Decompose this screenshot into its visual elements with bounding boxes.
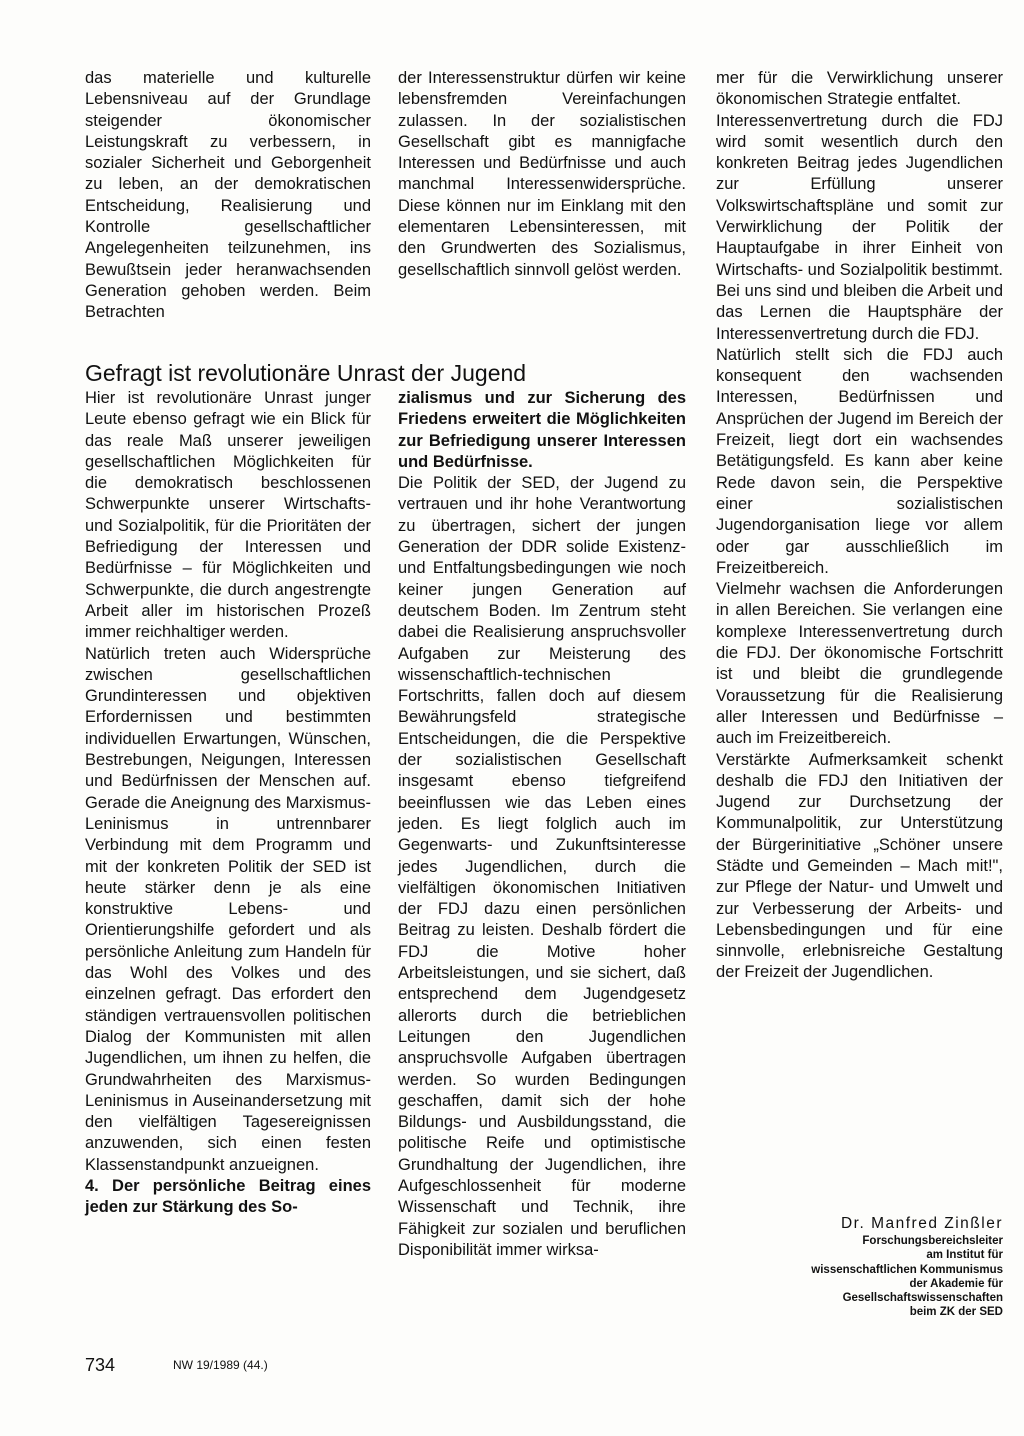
paragraph: Natürlich treten auch Widersprüche zwischen gesellschaftlichen Grundinteressen und objektiven Erfordernissen und bestimmten individuellen Erwartungen, Wünschen, Bestrebungen, Neigungen, Interessen und Bedürfnissen der Menschen auf. Gerade die Aneignung des Marxismus-Leninismus in untrennbarer Verbindung mit dem Programm und mit der konkreten Politik der SED ist heute stärker denn je als eine konstruktive Lebens- und Orientierungshilfe gefordert und als persönliche Anleitung zum Handeln für das Wohl des Volkes und des einzelnen gefragt. Das erfordert den ständigen vertrauensvollen politischen Dialog der Kommunisten mit allen Jugendlichen, um ihnen zu helfen, die Grundwahrheiten des Marxismus-Leninismus in Auseinandersetzung mit den vielfältigen Tagesereignissen anzuwenden, sich einen festen Klassenstandpunkt anzueignen. <box>85 644 371 1174</box>
author-signature <box>740 1214 1003 1320</box>
paragraph: Hier ist revolutionäre Unrast junger Leute ebenso gefragt wie ein Blick für das reale Maß unserer jeweiligen gesellschaftlichen Möglichkeiten für die demokratisch beschlossenen Schwerpunkte unserer Wirtschafts- und Sozialpolitik, für die Prioritäten der Befriedigung der Interessen und Bedürfnisse – für Möglichkeiten und Schwerpunkte, die durch angestrengte Arbeit aller im historischen Prozeß immer reichhaltiger werden. <box>85 389 371 642</box>
author-affiliation-line: beim ZK der SED <box>909 1306 1003 1319</box>
author-name: Dr. Manfred Zinßler <box>840 1215 1003 1232</box>
text-column-lower-middle <box>398 388 686 1261</box>
paragraph: Interessenvertretung durch die FDJ wird somit wesentlich durch den konkreten Beitrag jedes Jugendlichen zur Erfüllung unserer Volkswirtschaftspläne und somit zur Verwirklichung der Politik der Hauptaufgabe in ihrer Einheit von Wirtschafts- und Sozialpolitik bestimmt. Bei uns sind und bleiben die Arbeit und das Lernen die Hauptsphäre der Interessenvertretung durch die FDJ. <box>716 111 1004 343</box>
paragraph: mer für die Verwirklichung unserer ökonomischen Strategie entfaltet. <box>716 69 1003 109</box>
author-affiliation-line: der Akademie für <box>909 1277 1003 1290</box>
bold-thesis: zialismus und zur Sicherung des Friedens erweitert die Möglichkeiten zur Befriedigung unserer Interessen und Bedürfnisse. <box>398 389 686 471</box>
bold-thesis: 4. Der persönliche Beitrag eines jeden zur Stärkung des So- <box>85 1176 371 1217</box>
issue-label: NW 19/1989 (44.) <box>173 1358 268 1372</box>
page-footer <box>85 1354 485 1378</box>
paragraph: Natürlich stellt sich die FDJ auch konsequent den wachsenden Interessen, Bedürfnissen und Ansprüchen der Jugend im Bereich der Freizeit, liegt dort ein wachsendes Betätigungsfeld. Es kann aber keine Rede davon sein, die Perspektive einer sozialistischen Jugendorganisation liege vor allem oder gar ausschließlich im Freizeitbereich. <box>716 345 1003 577</box>
paragraph: Die Politik der SED, der Jugend zu vertrauen und ihr hohe Verantwortung zu übertragen, sichert der jungen Generation der DDR solide Existenz- und Entfaltungsbedingungen wie noch keiner jungen Generation auf deutschem Boden. Im Zentrum steht dabei die Realisierung anspruchsvoller Aufgaben zur Meisterung des wissenschaftlich-technischen Fortschritts, fallen doch auf diesem Bewährungsfeld strategische Entscheidungen, die die Perspektive der sozialistischen Gesellschaft insgesamt ebenso tiefgreifend beeinflussen wie das Leben eines jeden. Es liegt folglich auch im Gegenwarts- und Zukunftsinteresse jedes Jugendlichen, durch die vielfältigen ökonomischen Initiativen der FDJ dazu einen persönlichen Beitrag zu leisten. Deshalb fördert die FDJ die Motive hoher Arbeitsleistungen, und sie sichert, daß entsprechend dem Jugendgesetz allerorts durch die betrieblichen Leitungen den Jugendlichen anspruchsvolle Aufgaben übertragen werden. So wurden Bedingungen geschaffen, damit sich der hohe Bildungs- und Ausbildungsstand, die politische Reife und optimistische Grundhaltung der Jugendlichen, ihre Aufgeschlossenheit für moderne Wissenschaft und Technik, ihre Fähigkeit zur sozialen und beruflichen Disponibilität immer wirksa- <box>398 474 686 1259</box>
text-column-lower-left <box>85 388 371 1219</box>
author-affiliation-line: Forschungsbereichsleiter <box>862 1235 1003 1247</box>
text-column-right <box>716 68 1003 984</box>
paragraph: Vielmehr wachsen die Anforderungen in allen Bereichen. Sie verlangen eine komplexe Interessenvertretung durch die FDJ. Der ökonomische Fortschritt ist und bleibt die grundlegende Voraussetzung für die Realisierung aller Interessen und Bedürfnisse – auch im Freizeitbereich. <box>716 580 1003 748</box>
paragraph: der Interessenstruktur dürfen wir keine lebensfremden Vereinfachungen zulassen. In der sozialistischen Gesellschaft gibt es mannigfache Interessen und Bedürfnisse und auch manchmal Interessenwidersprüche. Diese können nur im Einklang mit den elementaren Lebensinteressen, mit den Grundwerten des Sozialismus, gesellschaftlich sinnvoll gelöst werden. <box>398 69 686 279</box>
paragraph: Verstärkte Aufmerksamkeit schenkt deshalb die FDJ den Initiativen der Jugend zur Durchsetzung der Kommunalpolitik, zur Unterstützung der Bürgerinitiative „Schöner unsere Städte und Gemeinden – Mach mit!", zur Pflege der Natur- und Umwelt und zur Verbesserung der Arbeits- und Lebensbedingungen und für eine sinnvolle, erlebnisreiche Gestaltung der Freizeit der Jugendlichen. <box>716 750 1003 982</box>
section-heading: Gefragt ist revolutionäre Unrast der Jugend <box>85 360 527 387</box>
author-affiliation-line: Gesellschaftswissenschaften <box>842 1292 1003 1305</box>
text-column-top-middle <box>398 68 686 281</box>
page-number: 734 <box>85 1355 116 1375</box>
text-column-top-left <box>85 68 371 324</box>
paragraph: das materielle und kulturelle Lebensniveau auf der Grundlage steigender ökonomischer Leistungskraft zu verbessern, in sozialer Sicherheit und Geborgenheit zu leben, an der demokratischen Entscheidung, Realisierung und Kontrolle gesellschaftlicher Angelegenheiten teilzunehmen, ins Bewußtsein jeder heranwachsenden Generation gehoben werden. Beim Betrachten <box>85 69 371 322</box>
author-affiliation-line: wissenschaftlichen Kommunismus <box>811 1263 1003 1276</box>
author-affiliation-line: am Institut für <box>926 1249 1003 1262</box>
